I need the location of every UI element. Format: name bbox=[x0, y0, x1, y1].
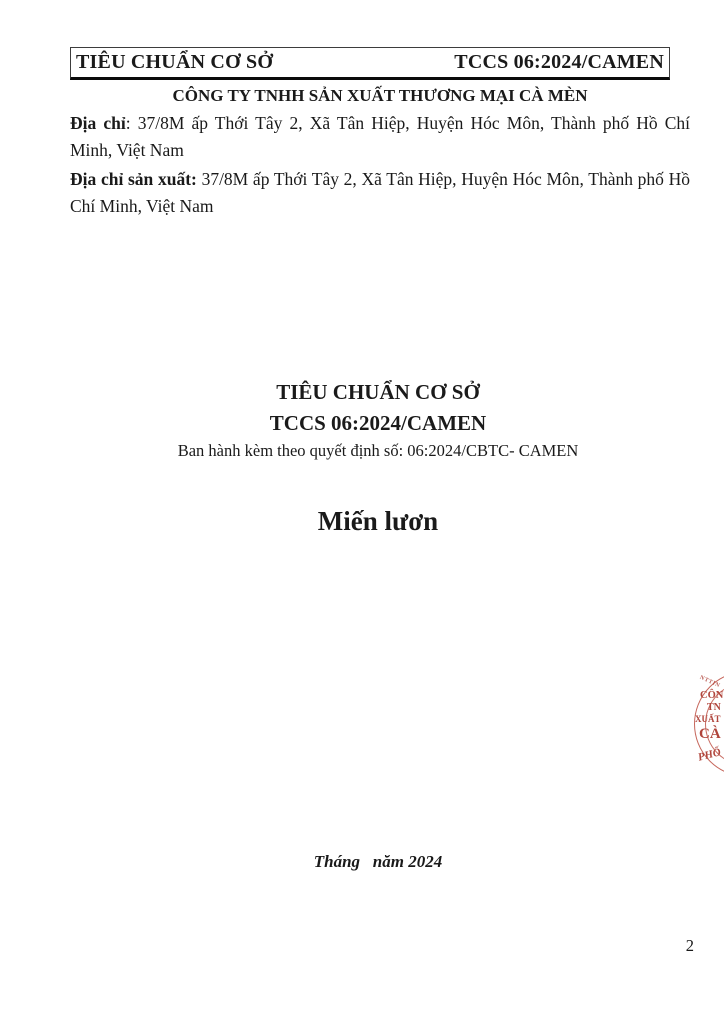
standard-title-block bbox=[70, 377, 686, 462]
production-address-value: 37/8M ấp Thới Tây 2, Xã Tân Hiệp, Huyện Hóc Môn, Thành phố Hồ Chí Minh, Việt Nam bbox=[70, 169, 690, 216]
company-block bbox=[70, 84, 690, 220]
standard-code: TCCS 06:2024/CAMEN bbox=[269, 411, 487, 435]
header-standard-title: TIÊU CHUẨN CƠ SỞ bbox=[76, 51, 274, 73]
stamp-text-fragment: CÔN bbox=[700, 690, 724, 701]
company-address-label: Địa chỉ bbox=[70, 113, 126, 133]
company-address-line bbox=[70, 110, 690, 164]
page-header bbox=[70, 47, 670, 80]
product-title: Miến lươn bbox=[317, 506, 439, 536]
company-address-value: : 37/8M ấp Thới Tây 2, Xã Tân Hiệp, Huyện Hóc Môn, Thành phố Hồ Chí Minh, Việt Nam bbox=[70, 113, 690, 160]
stamp-arc-top-text: NTTIN bbox=[698, 674, 721, 690]
stamp-text-fragment: CÀ bbox=[699, 726, 721, 742]
production-address-line bbox=[70, 166, 690, 220]
issuance-note: Ban hành kèm theo quyết định số: 06:2024/CBTC- CAMEN bbox=[177, 441, 579, 460]
stamp-inner-ring-icon bbox=[705, 682, 724, 766]
stamp-text-fragment: XUẤT bbox=[695, 714, 721, 724]
stamp-text-fragment: TN bbox=[707, 702, 721, 713]
standard-title: TIÊU CHUẨN CƠ SỞ bbox=[276, 380, 480, 404]
page-number: 2 bbox=[685, 936, 694, 955]
stamp-arc-bottom-text: PHỐ bbox=[696, 746, 723, 764]
stamp-outer-ring-icon bbox=[694, 671, 724, 777]
production-address-label: Địa chỉ sản xuất: bbox=[70, 169, 197, 189]
date-line: Tháng năm 2024 bbox=[313, 852, 443, 871]
header-standard-code: TCCS 06:2024/CAMEN bbox=[454, 51, 664, 73]
company-name: CÔNG TY TNHH SẢN XUẤT THƯƠNG MẠI CÀ MÈN bbox=[172, 86, 588, 105]
